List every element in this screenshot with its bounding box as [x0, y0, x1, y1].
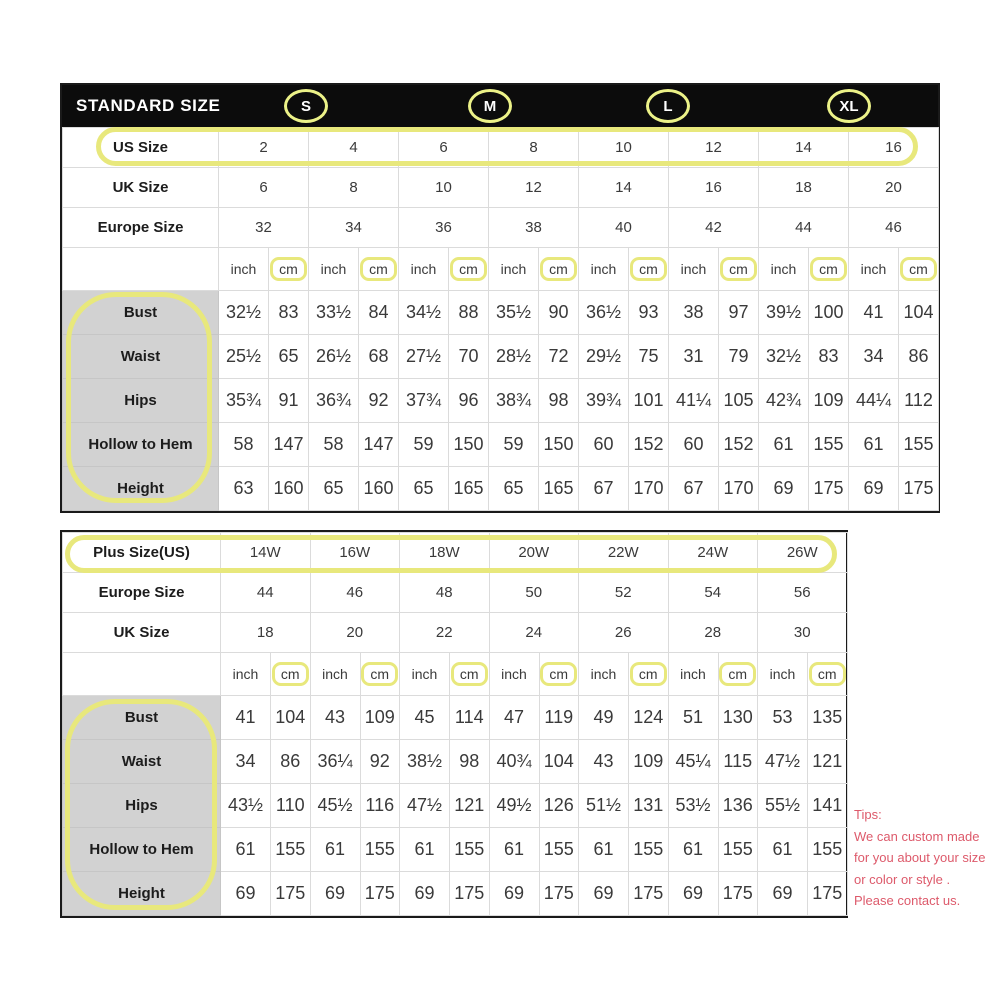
measure-value-cell: 116 [360, 784, 400, 828]
measure-value-cell: 60 [579, 423, 629, 467]
unit-cm-cell [808, 653, 848, 696]
measure-value-cell: 58 [219, 423, 269, 467]
measure-value-cell: 69 [400, 872, 450, 916]
size-value-cell: 12 [669, 128, 759, 168]
measure-value-cell: 98 [539, 379, 579, 423]
size-row [63, 573, 848, 613]
measure-value-cell: 26½ [309, 335, 359, 379]
measure-value-cell: 69 [758, 872, 808, 916]
size-value-cell: 34 [309, 208, 399, 248]
size-value-cell: 18W [400, 533, 490, 573]
measure-value-cell: 61 [489, 828, 539, 872]
size-row [63, 613, 848, 653]
cm-highlight-box: cm [272, 662, 309, 686]
measure-value-cell: 29½ [579, 335, 629, 379]
measure-value-cell: 59 [399, 423, 449, 467]
measure-value-cell: 38 [669, 291, 719, 335]
measure-value-cell: 155 [718, 828, 758, 872]
measure-value-cell: 69 [310, 872, 360, 916]
standard-size-grid [62, 127, 939, 511]
unit-cm-cell [629, 248, 669, 291]
measure-value-cell: 69 [489, 872, 539, 916]
measure-value-cell: 36¾ [309, 379, 359, 423]
size-value-cell: 22 [400, 613, 490, 653]
measure-value-cell: 28½ [489, 335, 539, 379]
cm-highlight-box: cm [630, 662, 667, 686]
measure-row-label: Height [63, 872, 221, 916]
unit-cm-cell [449, 248, 489, 291]
measure-value-cell: 110 [271, 784, 311, 828]
cm-highlight-box: cm [361, 662, 398, 686]
plus-size-grid [62, 532, 848, 916]
unit-inch-cell: inch [221, 653, 271, 696]
size-badge-l: L [646, 89, 690, 123]
measure-value-cell: 170 [719, 467, 759, 511]
size-value-cell: 52 [579, 573, 669, 613]
measure-value-cell: 32½ [219, 291, 269, 335]
measure-value-cell: 152 [629, 423, 669, 467]
size-value-cell: 46 [849, 208, 939, 248]
measure-value-cell: 175 [539, 872, 579, 916]
measure-value-cell: 40¾ [489, 740, 539, 784]
measure-value-cell: 38¾ [489, 379, 539, 423]
measure-value-cell: 36½ [579, 291, 629, 335]
measure-value-cell: 98 [450, 740, 490, 784]
measure-value-cell: 83 [269, 291, 309, 335]
measure-value-cell: 34 [221, 740, 271, 784]
measure-row [63, 379, 939, 423]
size-value-cell: 18 [221, 613, 311, 653]
cm-highlight-box: cm [720, 257, 757, 281]
measure-value-cell: 150 [539, 423, 579, 467]
size-value-cell: 56 [758, 573, 848, 613]
size-value-cell: 6 [399, 128, 489, 168]
measure-value-cell: 131 [629, 784, 669, 828]
standard-size-title: STANDARD SIZE [76, 96, 221, 115]
measure-value-cell: 155 [271, 828, 311, 872]
measure-value-cell: 155 [450, 828, 490, 872]
measure-value-cell: 121 [808, 740, 848, 784]
measure-value-cell: 67 [669, 467, 719, 511]
cm-highlight-box: cm [630, 257, 667, 281]
unit-inch-cell: inch [668, 653, 718, 696]
size-value-cell: 38 [489, 208, 579, 248]
measure-value-cell: 152 [719, 423, 759, 467]
measure-row-label: Hips [63, 784, 221, 828]
cm-highlight-box: cm [540, 662, 577, 686]
measure-row [63, 828, 848, 872]
unit-inch-cell: inch [669, 248, 719, 291]
measure-value-cell: 86 [899, 335, 939, 379]
size-row [63, 533, 848, 573]
cm-highlight-box: cm [451, 662, 488, 686]
size-value-cell: 54 [668, 573, 758, 613]
measure-value-cell: 84 [359, 291, 399, 335]
measure-value-cell: 155 [809, 423, 849, 467]
standard-size-header [62, 85, 938, 127]
measure-value-cell: 61 [579, 828, 629, 872]
cm-highlight-box: cm [900, 257, 937, 281]
custom-made-tips [854, 804, 986, 912]
measure-value-cell: 36¼ [310, 740, 360, 784]
tips-line-3: or color or style . [854, 871, 951, 887]
measure-value-cell: 92 [360, 740, 400, 784]
row-label: Europe Size [63, 573, 221, 613]
measure-row [63, 740, 848, 784]
cm-highlight-box: cm [360, 257, 397, 281]
size-value-cell: 24 [489, 613, 579, 653]
cm-highlight-box: cm [719, 662, 756, 686]
measure-value-cell: 49 [579, 696, 629, 740]
measure-value-cell: 65 [269, 335, 309, 379]
measure-value-cell: 53½ [668, 784, 718, 828]
measure-value-cell: 165 [449, 467, 489, 511]
cm-highlight-box: cm [540, 257, 577, 281]
size-value-cell: 20W [489, 533, 579, 573]
size-badge-m: M [468, 89, 512, 123]
measure-value-cell: 109 [629, 740, 669, 784]
cm-highlight-box: cm [270, 257, 307, 281]
measure-value-cell: 63 [219, 467, 269, 511]
measure-value-cell: 160 [359, 467, 399, 511]
unit-cm-cell [899, 248, 939, 291]
measure-value-cell: 115 [718, 740, 758, 784]
measure-row [63, 872, 848, 916]
unit-inch-cell: inch [399, 248, 449, 291]
measure-row-label: Hollow to Hem [63, 423, 219, 467]
measure-row [63, 784, 848, 828]
measure-row-label: Bust [63, 291, 219, 335]
size-row [63, 208, 939, 248]
measure-value-cell: 47½ [758, 740, 808, 784]
measure-value-cell: 170 [629, 467, 669, 511]
tips-line-1: We can custom made [854, 828, 980, 844]
measure-value-cell: 61 [668, 828, 718, 872]
measure-value-cell: 34½ [399, 291, 449, 335]
unit-cm-cell [360, 653, 400, 696]
measure-value-cell: 83 [809, 335, 849, 379]
unit-cm-cell [809, 248, 849, 291]
measure-row [63, 291, 939, 335]
measure-value-cell: 96 [449, 379, 489, 423]
measure-value-cell: 43 [579, 740, 629, 784]
measure-value-cell: 72 [539, 335, 579, 379]
size-row [63, 168, 939, 208]
measure-value-cell: 141 [808, 784, 848, 828]
size-value-cell: 18 [759, 168, 849, 208]
measure-value-cell: 25½ [219, 335, 269, 379]
measure-value-cell: 93 [629, 291, 669, 335]
unit-inch-cell: inch [400, 653, 450, 696]
measure-row [63, 467, 939, 511]
measure-value-cell: 27½ [399, 335, 449, 379]
measure-value-cell: 61 [221, 828, 271, 872]
size-row [63, 128, 939, 168]
tips-line-4: Please contact us. [854, 893, 961, 908]
unit-inch-cell: inch [309, 248, 359, 291]
measure-value-cell: 126 [539, 784, 579, 828]
unit-cm-cell [269, 248, 309, 291]
measure-row [63, 423, 939, 467]
measure-value-cell: 51 [668, 696, 718, 740]
measure-value-cell: 45 [400, 696, 450, 740]
measure-value-cell: 136 [718, 784, 758, 828]
size-badge-s: S [284, 89, 328, 123]
measure-value-cell: 135 [808, 696, 848, 740]
standard-size-table [60, 83, 940, 513]
measure-value-cell: 32½ [759, 335, 809, 379]
measure-row-label: Bust [63, 696, 221, 740]
unit-row-spacer [63, 248, 219, 291]
size-value-cell: 10 [399, 168, 489, 208]
row-label: UK Size [63, 168, 219, 208]
measure-value-cell: 70 [449, 335, 489, 379]
unit-cm-cell [539, 248, 579, 291]
unit-inch-cell: inch [759, 248, 809, 291]
size-value-cell: 16W [310, 533, 400, 573]
measure-value-cell: 35¾ [219, 379, 269, 423]
size-value-cell: 20 [310, 613, 400, 653]
measure-value-cell: 100 [809, 291, 849, 335]
measure-value-cell: 97 [719, 291, 759, 335]
unit-cm-cell [629, 653, 669, 696]
measure-value-cell: 65 [489, 467, 539, 511]
measure-value-cell: 175 [718, 872, 758, 916]
size-value-cell: 8 [309, 168, 399, 208]
measure-value-cell: 34 [849, 335, 899, 379]
measure-value-cell: 155 [629, 828, 669, 872]
size-value-cell: 6 [219, 168, 309, 208]
measure-value-cell: 175 [899, 467, 939, 511]
measure-value-cell: 101 [629, 379, 669, 423]
measure-value-cell: 55½ [758, 784, 808, 828]
measure-row-label: Waist [63, 740, 221, 784]
measure-value-cell: 41 [221, 696, 271, 740]
row-label: US Size [63, 128, 219, 168]
measure-value-cell: 41 [849, 291, 899, 335]
size-value-cell: 2 [219, 128, 309, 168]
measure-value-cell: 119 [539, 696, 579, 740]
unit-inch-cell: inch [758, 653, 808, 696]
measure-row [63, 335, 939, 379]
row-label: Plus Size(US) [63, 533, 221, 573]
size-value-cell: 30 [758, 613, 848, 653]
tips-line-2: for you about your size [854, 850, 986, 865]
measure-row-label: Waist [63, 335, 219, 379]
measure-value-cell: 69 [579, 872, 629, 916]
measure-value-cell: 175 [450, 872, 490, 916]
measure-value-cell: 155 [539, 828, 579, 872]
measure-value-cell: 31 [669, 335, 719, 379]
measure-value-cell: 43½ [221, 784, 271, 828]
measure-value-cell: 124 [629, 696, 669, 740]
unit-cm-cell [719, 248, 759, 291]
measure-row [63, 696, 848, 740]
measure-value-cell: 43 [310, 696, 360, 740]
measure-value-cell: 60 [669, 423, 719, 467]
measure-value-cell: 104 [271, 696, 311, 740]
size-value-cell: 28 [668, 613, 758, 653]
size-value-cell: 44 [221, 573, 311, 613]
unit-inch-cell: inch [489, 653, 539, 696]
measure-value-cell: 86 [271, 740, 311, 784]
size-value-cell: 32 [219, 208, 309, 248]
measure-value-cell: 109 [360, 696, 400, 740]
unit-inch-cell: inch [489, 248, 539, 291]
measure-value-cell: 61 [759, 423, 809, 467]
measure-value-cell: 121 [450, 784, 490, 828]
measure-value-cell: 47½ [400, 784, 450, 828]
unit-cm-cell [271, 653, 311, 696]
size-value-cell: 16 [669, 168, 759, 208]
measure-value-cell: 104 [539, 740, 579, 784]
measure-value-cell: 114 [450, 696, 490, 740]
measure-value-cell: 38½ [400, 740, 450, 784]
measure-value-cell: 68 [359, 335, 399, 379]
measure-value-cell: 165 [539, 467, 579, 511]
measure-value-cell: 51½ [579, 784, 629, 828]
measure-value-cell: 69 [668, 872, 718, 916]
measure-value-cell: 39½ [759, 291, 809, 335]
size-value-cell: 48 [400, 573, 490, 613]
size-value-cell: 36 [399, 208, 489, 248]
measure-value-cell: 37¾ [399, 379, 449, 423]
measure-value-cell: 92 [359, 379, 399, 423]
measure-value-cell: 58 [309, 423, 359, 467]
measure-value-cell: 59 [489, 423, 539, 467]
measure-row-label: Hips [63, 379, 219, 423]
measure-value-cell: 53 [758, 696, 808, 740]
size-value-cell: 26W [758, 533, 848, 573]
size-value-cell: 26 [579, 613, 669, 653]
row-label: UK Size [63, 613, 221, 653]
measure-value-cell: 109 [809, 379, 849, 423]
size-value-cell: 4 [309, 128, 399, 168]
unit-inch-cell: inch [849, 248, 899, 291]
measure-value-cell: 69 [759, 467, 809, 511]
measure-value-cell: 75 [629, 335, 669, 379]
measure-value-cell: 65 [309, 467, 359, 511]
tips-title: Tips: [854, 807, 882, 822]
measure-value-cell: 105 [719, 379, 759, 423]
measure-value-cell: 147 [359, 423, 399, 467]
measure-value-cell: 155 [808, 828, 848, 872]
measure-value-cell: 147 [269, 423, 309, 467]
unit-cm-cell [450, 653, 490, 696]
measure-value-cell: 88 [449, 291, 489, 335]
measure-value-cell: 112 [899, 379, 939, 423]
measure-row-label: Hollow to Hem [63, 828, 221, 872]
size-value-cell: 14 [579, 168, 669, 208]
cm-highlight-box: cm [810, 257, 847, 281]
measure-value-cell: 39¾ [579, 379, 629, 423]
measure-value-cell: 155 [899, 423, 939, 467]
unit-cm-cell [539, 653, 579, 696]
measure-value-cell: 175 [808, 872, 848, 916]
size-value-cell: 14W [221, 533, 311, 573]
measure-value-cell: 160 [269, 467, 309, 511]
measure-value-cell: 35½ [489, 291, 539, 335]
size-value-cell: 44 [759, 208, 849, 248]
size-value-cell: 24W [668, 533, 758, 573]
unit-inch-cell: inch [579, 248, 629, 291]
measure-value-cell: 49½ [489, 784, 539, 828]
measure-value-cell: 47 [489, 696, 539, 740]
unit-inch-cell: inch [310, 653, 360, 696]
size-value-cell: 42 [669, 208, 759, 248]
size-value-cell: 8 [489, 128, 579, 168]
measure-value-cell: 41¼ [669, 379, 719, 423]
measure-value-cell: 91 [269, 379, 309, 423]
measure-value-cell: 130 [718, 696, 758, 740]
measure-value-cell: 42¾ [759, 379, 809, 423]
size-value-cell: 14 [759, 128, 849, 168]
size-value-cell: 22W [579, 533, 669, 573]
measure-value-cell: 79 [719, 335, 759, 379]
size-value-cell: 40 [579, 208, 669, 248]
measure-value-cell: 69 [221, 872, 271, 916]
measure-value-cell: 45¼ [668, 740, 718, 784]
cm-highlight-box: cm [450, 257, 487, 281]
size-value-cell: 10 [579, 128, 669, 168]
measure-value-cell: 175 [360, 872, 400, 916]
measure-row-label: Height [63, 467, 219, 511]
unit-cm-cell [718, 653, 758, 696]
measure-value-cell: 175 [629, 872, 669, 916]
size-value-cell: 16 [849, 128, 939, 168]
measure-value-cell: 61 [758, 828, 808, 872]
measure-value-cell: 44¼ [849, 379, 899, 423]
plus-size-table [60, 530, 848, 918]
measure-value-cell: 65 [399, 467, 449, 511]
measure-value-cell: 90 [539, 291, 579, 335]
measure-value-cell: 104 [899, 291, 939, 335]
measure-value-cell: 67 [579, 467, 629, 511]
size-value-cell: 50 [489, 573, 579, 613]
measure-value-cell: 33½ [309, 291, 359, 335]
size-value-cell: 20 [849, 168, 939, 208]
unit-row-spacer [63, 653, 221, 696]
unit-cm-cell [359, 248, 399, 291]
unit-inch-cell: inch [579, 653, 629, 696]
row-label: Europe Size [63, 208, 219, 248]
measure-value-cell: 150 [449, 423, 489, 467]
cm-highlight-box: cm [809, 662, 846, 686]
measure-value-cell: 61 [310, 828, 360, 872]
measure-value-cell: 175 [271, 872, 311, 916]
measure-value-cell: 175 [809, 467, 849, 511]
unit-inch-cell: inch [219, 248, 269, 291]
unit-row [63, 248, 939, 291]
unit-row [63, 653, 848, 696]
size-badge-xl: XL [827, 89, 871, 123]
measure-value-cell: 69 [849, 467, 899, 511]
measure-value-cell: 45½ [310, 784, 360, 828]
measure-value-cell: 61 [849, 423, 899, 467]
measure-value-cell: 155 [360, 828, 400, 872]
measure-value-cell: 61 [400, 828, 450, 872]
size-value-cell: 12 [489, 168, 579, 208]
size-value-cell: 46 [310, 573, 400, 613]
